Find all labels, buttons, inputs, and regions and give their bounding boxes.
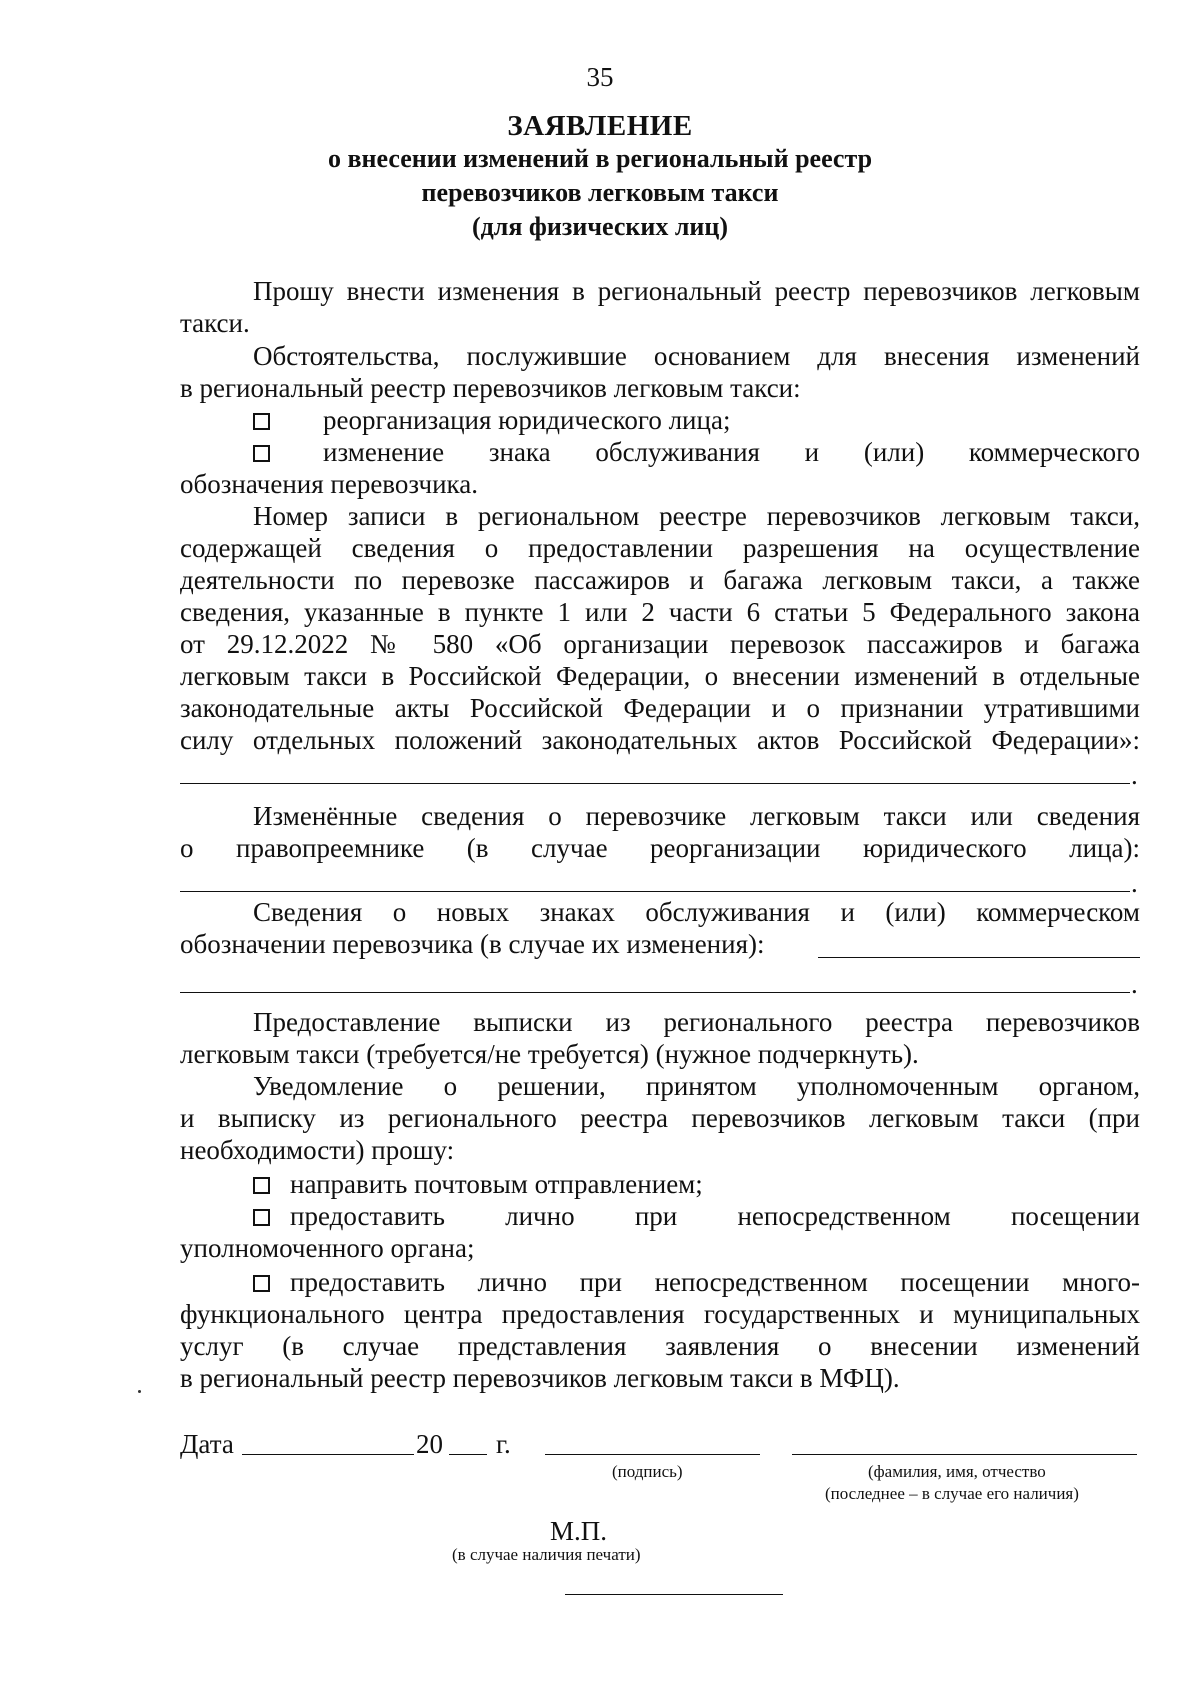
stamp-label: М.П.	[550, 1516, 608, 1546]
paragraph-grounds-line2: в региональный реестр перевозчиков легковым такси:	[180, 373, 801, 403]
option-sign-change-label-line2: обозначения перевозчика.	[180, 469, 478, 499]
document-subtitle-line2: перевозчиков легковым такси	[421, 178, 779, 207]
field-end-dot: .	[1131, 868, 1138, 898]
full-name-caption-line1: (фамилия, имя, отчество	[868, 1462, 1046, 1481]
option-reorganization-label: реорганизация юридического лица;	[323, 405, 731, 435]
signature-caption: (подпись)	[612, 1462, 683, 1481]
authority-checkbox[interactable]	[253, 1209, 270, 1226]
full-name-field[interactable]	[792, 1454, 1137, 1455]
paragraph-record-line5: от 29.12.2022 № 580 «Об организации перевозок пассажиров и багажа	[180, 629, 1140, 659]
document-subtitle-line1: о внесении изменений в региональный реестр	[327, 144, 873, 173]
paragraph-grounds-line1: Обстоятельства, послужившие основанием для внесения изменений	[253, 341, 1140, 371]
reorganization-checkbox[interactable]	[253, 413, 270, 430]
changed-info-field[interactable]	[180, 891, 1130, 892]
record-number-field[interactable]	[180, 783, 1130, 784]
paragraph-extract-line1: Предоставление выписки из регионального реестра перевозчиков	[253, 1007, 1140, 1037]
new-signs-field-inline[interactable]	[818, 957, 1140, 958]
mfc-checkbox[interactable]	[253, 1275, 270, 1292]
paragraph-changed-info-line1: Изменённые сведения о перевозчике легковым такси или сведения	[253, 801, 1140, 831]
option-reorganization	[253, 404, 270, 436]
paragraph-notification-line2: и выписку из регионального реестра перевозчиков легковым такси (при	[180, 1103, 1140, 1133]
delivery-option-mfc	[253, 1266, 270, 1298]
delivery-option-authority-line1: предоставить лично при непосредственном посещении	[290, 1201, 1140, 1231]
paragraph-record-line7: законодательные акты Российской Федерации и о признании утратившими	[180, 693, 1140, 723]
paragraph-notification-line3: необходимости) прошу:	[180, 1135, 455, 1165]
sign-change-checkbox[interactable]	[253, 445, 270, 462]
field-end-dot: .	[1131, 969, 1138, 999]
option-sign-change	[253, 436, 270, 468]
scan-speck	[138, 1390, 141, 1393]
paragraph-record-line8: силу отдельных положений законодательных актов Российской Федерации»:	[180, 725, 1140, 755]
paragraph-record-line3: деятельности по перевозке пассажиров и багажа легковым такси, а также	[180, 565, 1140, 595]
document-title: ЗАЯВЛЕНИЕ	[507, 110, 693, 142]
document-subtitle-line3: (для физических лиц)	[471, 212, 729, 241]
paragraph-request-line2: такси.	[180, 308, 250, 338]
paragraph-record-line1: Номер записи в региональном реестре перевозчиков легковым такси,	[253, 501, 1140, 531]
paragraph-new-signs-line2: обозначении перевозчика (в случае их изменения):	[180, 929, 765, 959]
delivery-option-mfc-line3: услуг (в случае представления заявления о внесении изменений	[180, 1331, 1140, 1361]
year-suffix: г.	[496, 1429, 511, 1459]
paragraph-record-line4: сведения, указанные в пункте 1 или 2 части 6 статьи 5 Федерального закона	[180, 597, 1140, 627]
year-prefix: 20	[416, 1429, 443, 1459]
paragraph-new-signs-line1: Сведения о новых знаках обслуживания и (или) коммерческом	[253, 897, 1140, 927]
delivery-option-mfc-line2: функционального центра предоставления государственных и муниципальных	[180, 1299, 1140, 1329]
signature-field[interactable]	[545, 1454, 760, 1455]
delivery-option-authority-line2: уполномоченного органа;	[180, 1233, 475, 1263]
stamp-caption: (в случае наличия печати)	[452, 1545, 641, 1564]
bottom-line	[565, 1594, 783, 1595]
paragraph-request-line1: Прошу внести изменения в региональный реестр перевозчиков легковым	[253, 276, 1140, 306]
delivery-option-authority	[253, 1200, 270, 1232]
full-name-caption-line2: (последнее – в случае его наличия)	[825, 1484, 1079, 1503]
date-label: Дата	[180, 1429, 234, 1459]
mail-checkbox[interactable]	[253, 1177, 270, 1194]
paragraph-record-line2: содержащей сведения о предоставлении разрешения на осуществление	[180, 533, 1140, 563]
paragraph-extract-line2: легковым такси (требуется/не требуется) (нужное подчеркнуть).	[180, 1039, 919, 1069]
page-number: 35	[586, 62, 614, 92]
new-signs-field[interactable]	[180, 992, 1130, 993]
delivery-option-mail	[253, 1168, 270, 1200]
date-day-month-field[interactable]	[242, 1454, 414, 1455]
paragraph-notification-line1: Уведомление о решении, принятом уполномоченным органом,	[253, 1071, 1140, 1101]
option-sign-change-label-line1: изменение знака обслуживания и (или) коммерческого	[323, 437, 1140, 467]
paragraph-record-line6: легковым такси в Российской Федерации, о внесении изменений в отдельные	[180, 661, 1140, 691]
delivery-option-mail-label: направить почтовым отправлением;	[290, 1169, 703, 1199]
delivery-option-mfc-line4: в региональный реестр перевозчиков легковым такси в МФЦ).	[180, 1363, 900, 1393]
field-end-dot: .	[1131, 760, 1138, 790]
year-field[interactable]	[449, 1454, 487, 1455]
delivery-option-mfc-line1: предоставить лично при непосредственном посещении много-	[290, 1267, 1140, 1297]
paragraph-changed-info-line2: о правопреемнике (в случае реорганизации юридического лица):	[180, 833, 1140, 863]
